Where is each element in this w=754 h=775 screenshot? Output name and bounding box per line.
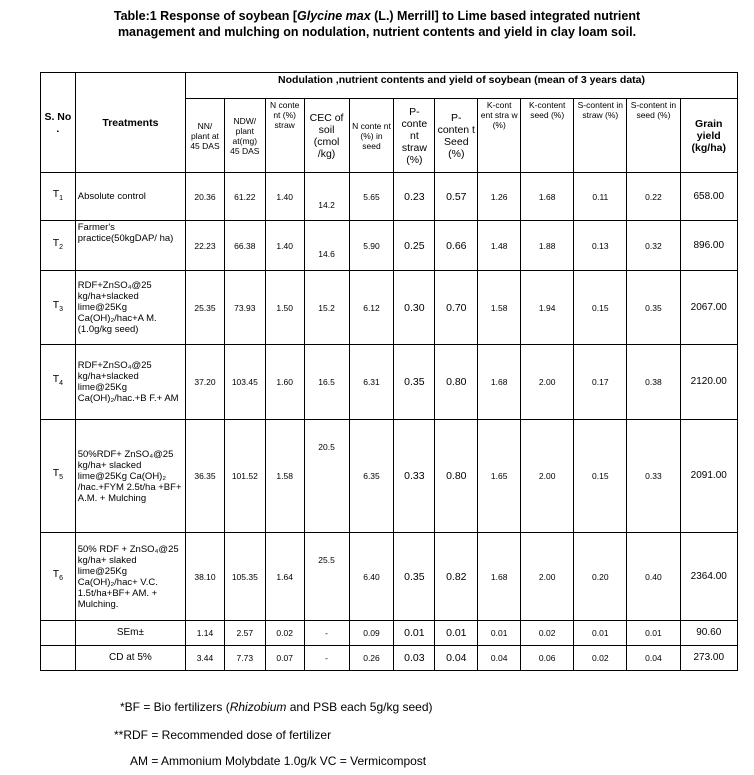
title-line2: management and mulching on nodulation, nutrient contents and yield in clay loam soil. xyxy=(117,25,637,39)
cell: 1.40 xyxy=(265,221,304,271)
cell: 0.35 xyxy=(394,533,435,621)
cell: 0.07 xyxy=(265,646,304,671)
cell: 0.40 xyxy=(627,533,680,621)
cell: 0.01 xyxy=(627,621,680,646)
cell: 896.00 xyxy=(680,221,737,271)
cell: 273.00 xyxy=(680,646,737,671)
cell: 0.02 xyxy=(265,621,304,646)
cell: 0.66 xyxy=(435,221,478,271)
cell: 1.50 xyxy=(265,271,304,345)
sem-row xyxy=(41,621,738,646)
cell: 0.06 xyxy=(521,646,574,671)
cell: 0.01 xyxy=(435,621,478,646)
cell: 1.68 xyxy=(521,173,574,221)
header-k-seed: K-content seed (%) xyxy=(521,99,574,173)
cell: 0.33 xyxy=(394,420,435,533)
cell: 1.64 xyxy=(265,533,304,621)
cell: 6.35 xyxy=(349,420,394,533)
cell: 0.22 xyxy=(627,173,680,221)
cell: 1.65 xyxy=(478,420,521,533)
empty-cell xyxy=(41,621,76,646)
cell: 15.2 xyxy=(304,271,349,345)
header-treatments: Treatments xyxy=(75,73,185,173)
cell: 1.58 xyxy=(478,271,521,345)
cell: 5.65 xyxy=(349,173,394,221)
cell: 20.36 xyxy=(186,173,225,221)
header-n-seed: N conte nt (%) in seed xyxy=(349,99,394,173)
cell: 0.15 xyxy=(574,271,627,345)
footnote-bf: *BF = Bio fertilizers (Rhizobium and PSB each 5g/kg seed) xyxy=(120,700,433,714)
cell: - xyxy=(304,646,349,671)
cell: 101.52 xyxy=(224,420,265,533)
table-row xyxy=(41,420,738,533)
cell: 0.04 xyxy=(627,646,680,671)
cell: 90.60 xyxy=(680,621,737,646)
row-treatment: RDF+ZnSO₄@25 kg/ha+slacked lime@25Kg Ca(OH)₂/hac.+B F.+ AM xyxy=(75,345,185,420)
cell: 1.94 xyxy=(521,271,574,345)
cell: 2067.00 xyxy=(680,271,737,345)
header-group: Nodulation ,nutrient contents and yield of soybean (mean of 3 years data) xyxy=(186,73,738,99)
cell: 0.02 xyxy=(574,646,627,671)
cell: 0.17 xyxy=(574,345,627,420)
cell: 2.57 xyxy=(224,621,265,646)
cell: 0.25 xyxy=(394,221,435,271)
cell: 2091.00 xyxy=(680,420,737,533)
cell: 0.20 xyxy=(574,533,627,621)
table-row xyxy=(41,533,738,621)
cell: 0.04 xyxy=(435,646,478,671)
cell: 6.31 xyxy=(349,345,394,420)
cell: 14.2 xyxy=(304,173,349,221)
cell: 61.22 xyxy=(224,173,265,221)
cell: 2.00 xyxy=(521,420,574,533)
cell: 105.35 xyxy=(224,533,265,621)
header-ndw: NDW/ plant at(mg) 45 DAS xyxy=(224,99,265,173)
title-species: Glycine max xyxy=(297,9,371,23)
header-s-seed: S-content in seed (%) xyxy=(627,99,680,173)
row-treatment: Absolute control xyxy=(75,173,185,221)
header-p-seed: P-conten t Seed (%) xyxy=(435,99,478,173)
row-treatment: 50% RDF + ZnSO₄@25 kg/ha+ slaked lime@25Kg Ca(OH)₂/hac+ V.C. 1.5t/ha+BF+ AM. + Mulching. xyxy=(75,533,185,621)
cell: 0.15 xyxy=(574,420,627,533)
cell: 0.26 xyxy=(349,646,394,671)
footnote-rdf: **RDF = Recommended dose of fertilizer xyxy=(114,728,332,742)
cell: 0.01 xyxy=(394,621,435,646)
cell: 0.23 xyxy=(394,173,435,221)
cell: 0.04 xyxy=(478,646,521,671)
header-s-straw: S-content in straw (%) xyxy=(574,99,627,173)
header-n-straw: N conte nt (%) straw xyxy=(265,99,304,173)
table-row xyxy=(41,221,738,271)
table-row xyxy=(41,173,738,221)
cell: 1.60 xyxy=(265,345,304,420)
sem-label: SEm± xyxy=(75,621,185,646)
footnote-am-vc: AM = Ammonium Molybdate 1.0g/k VC = Vermicompost xyxy=(130,754,427,768)
cell: 0.30 xyxy=(394,271,435,345)
empty-cell xyxy=(41,646,76,671)
cell: 0.70 xyxy=(435,271,478,345)
cell: 22.23 xyxy=(186,221,225,271)
cell: 1.68 xyxy=(478,533,521,621)
cell: 0.33 xyxy=(627,420,680,533)
header-k-straw: K-cont ent stra w (%) xyxy=(478,99,521,173)
cell: 1.88 xyxy=(521,221,574,271)
cell: 2120.00 xyxy=(680,345,737,420)
cell: 1.26 xyxy=(478,173,521,221)
cell: 25.35 xyxy=(186,271,225,345)
header-p-straw: P-conte nt straw (%) xyxy=(394,99,435,173)
cell: 0.01 xyxy=(478,621,521,646)
header-cec: CEC of soil (cmol /kg) xyxy=(304,99,349,173)
cell: 7.73 xyxy=(224,646,265,671)
cell: 1.14 xyxy=(186,621,225,646)
cell: 0.01 xyxy=(574,621,627,646)
table-row xyxy=(41,345,738,420)
header-nn: NN/ plant at 45 DAS xyxy=(186,99,225,173)
cell: 0.80 xyxy=(435,345,478,420)
cell: 658.00 xyxy=(680,173,737,221)
row-sno: $T_6$ xyxy=(41,533,76,621)
cell: 6.40 xyxy=(349,533,394,621)
cell: 0.80 xyxy=(435,420,478,533)
cell: 0.35 xyxy=(394,345,435,420)
row-sno: $T_2$ xyxy=(41,221,76,271)
table-row xyxy=(41,271,738,345)
header-grain-yield: Grain yield (kg/ha) xyxy=(680,99,737,173)
results-table xyxy=(40,72,738,671)
row-treatment: 50%RDF+ ZnSO₄@25 kg/ha+ slacked lime@25Kg Ca(OH)₂ /hac.+FYM 2.5t/ha +BF+ A.M. + Mulching xyxy=(75,420,185,533)
row-sno: $T_3$ xyxy=(41,271,76,345)
cell: 2.00 xyxy=(521,345,574,420)
row-treatment: Farmer's practice(50kgDAP/ ha) xyxy=(75,221,185,271)
row-treatment: RDF+ZnSO₄@25 kg/ha+slacked lime@25Kg Ca(OH)₂/hac+A M. (1.0g/kg seed) xyxy=(75,271,185,345)
cell: 0.57 xyxy=(435,173,478,221)
row-sno: $T_5$ xyxy=(41,420,76,533)
cell: 37.20 xyxy=(186,345,225,420)
cell: 3.44 xyxy=(186,646,225,671)
cell: 0.82 xyxy=(435,533,478,621)
cell: 0.02 xyxy=(521,621,574,646)
cell: 0.11 xyxy=(574,173,627,221)
cell: - xyxy=(304,621,349,646)
cell: 1.40 xyxy=(265,173,304,221)
cell: 1.58 xyxy=(265,420,304,533)
cell: 1.48 xyxy=(478,221,521,271)
cell: 5.90 xyxy=(349,221,394,271)
cd-label: CD at 5% xyxy=(75,646,185,671)
cell: 0.03 xyxy=(394,646,435,671)
cell: 0.38 xyxy=(627,345,680,420)
cell: 0.35 xyxy=(627,271,680,345)
cell: 2.00 xyxy=(521,533,574,621)
cell: 6.12 xyxy=(349,271,394,345)
cell: 38.10 xyxy=(186,533,225,621)
cell: 20.5 xyxy=(304,420,349,533)
cell: 0.09 xyxy=(349,621,394,646)
cell: 36.35 xyxy=(186,420,225,533)
cell: 103.45 xyxy=(224,345,265,420)
header-sno: S. No . xyxy=(41,73,76,173)
row-sno: $T_1$ xyxy=(41,173,76,221)
cell: 14.6 xyxy=(304,221,349,271)
cell: 66.38 xyxy=(224,221,265,271)
row-sno: $T_4$ xyxy=(41,345,76,420)
cell: 73.93 xyxy=(224,271,265,345)
cell: 16.5 xyxy=(304,345,349,420)
cell: 0.13 xyxy=(574,221,627,271)
title-line1-start: Table:1 Response of soybean [ xyxy=(113,9,298,23)
cell: 2364.00 xyxy=(680,533,737,621)
table-title xyxy=(0,8,754,40)
cell: 0.32 xyxy=(627,221,680,271)
cell: 1.68 xyxy=(478,345,521,420)
cell: 25.5 xyxy=(304,533,349,621)
title-line1-end: (L.) Merrill] to Lime based integrated nutrient xyxy=(370,9,641,23)
cd-row xyxy=(41,646,738,671)
